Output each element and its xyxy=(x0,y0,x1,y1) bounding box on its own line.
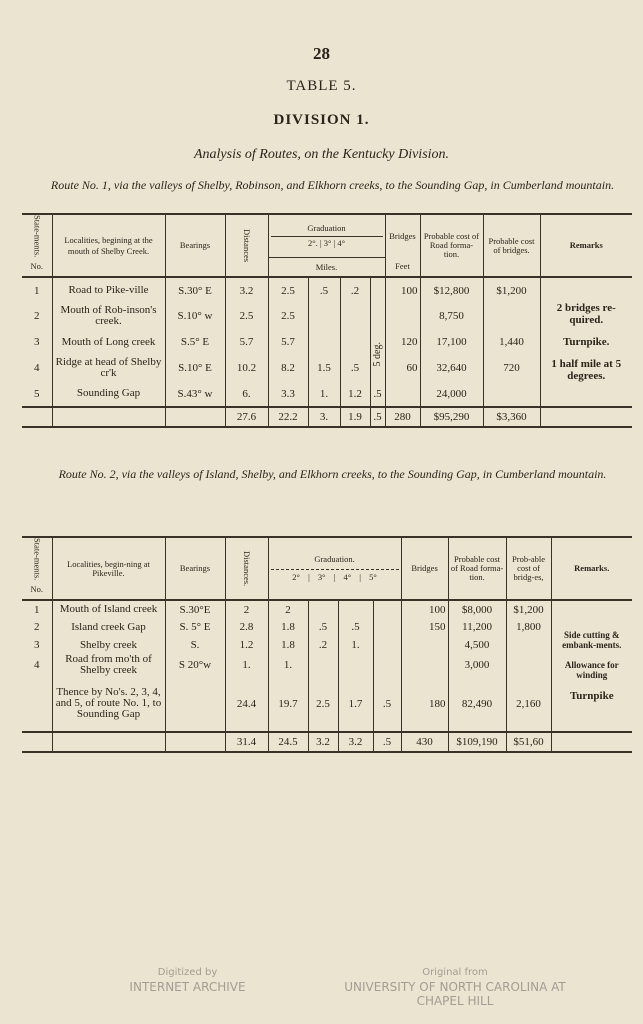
cell-g4: 1. xyxy=(338,636,373,654)
archive-name: INTERNET ARCHIVE xyxy=(129,980,246,994)
original-from: Original from xyxy=(422,967,488,978)
route1-caption: Route No. 1, via the valleys of Shelby, Robinson, and Elkhorn creeks, to the Sounding Gap, in Cumberland mountain. xyxy=(50,178,615,192)
distances-header: Distances xyxy=(225,214,268,277)
university-name: UNIVERSITY OF NORTH CAROLINA AT CHAPEL HILL xyxy=(344,980,566,1008)
remark-text: 1 half mile at 5 degrees. xyxy=(551,358,622,383)
cell-bear xyxy=(165,676,225,732)
bridge-cost-header: Probable cost of bridges. xyxy=(483,214,540,277)
table-row xyxy=(22,600,632,618)
cell-dist: 5.7 xyxy=(225,329,268,355)
grad-2-header: 2°. xyxy=(308,237,318,248)
cell-g3 xyxy=(308,600,338,618)
table-row xyxy=(22,618,632,636)
five-degree-label: 5 deg. xyxy=(372,341,383,366)
bearings-header: Bearings xyxy=(165,537,225,600)
total-bcost: $3,360 xyxy=(483,407,540,427)
cell-bear: S.10° E xyxy=(165,355,225,381)
cell-bcost: $1,200 xyxy=(506,600,551,618)
cell-g2: 2.5 xyxy=(268,303,308,329)
cell-g2: 5.7 xyxy=(268,329,308,355)
cell-no: 5 xyxy=(34,387,40,400)
cell-loc: Island creek Gap xyxy=(52,618,165,636)
route1-table: State-ments. Localities, begining at the mouth of Shelby Creek. Bearings Distances Graduation 2°. | 3° | 4° Bridges Probable cost of Road forma-tion. Probable cost of bridges. Remarks No. Miles. Feet 1 Road to Pike-ville S.30° E 3.2 2.5 .5 .2 100 $12,800 $1,200 2 bridges re-quired. Turnpike. 1 half mile at 5 degrees. 2 Mouth of Rob-inson's creek. S.10° w 2.5 2.5 8,750 3 Mouth of Long creek S.5° E 5.7 5.7 5 deg. 120 17,100 1,440 4 Ridge at head of Shelby cr'k S.10° E 10.2 8.2 1.5 .5 60 32,640 720 5 Sounding Gap S.43° w 6. 3.3 1. 1.2 .5 24,000 27.6 22.2 3. 1.9 .5 280 $95,290 $3,360 xyxy=(22,213,632,428)
total-dist: 27.6 xyxy=(225,407,268,427)
table-label: TABLE 5. xyxy=(286,78,357,94)
digitized-by: Digitized by xyxy=(157,967,218,978)
remark-text: Turnpike. xyxy=(563,336,610,349)
feet-header: Feet xyxy=(385,257,420,277)
cell-br: 180 xyxy=(401,676,448,732)
cell-road: 8,750 xyxy=(420,303,483,329)
table-row xyxy=(22,636,632,654)
route2-table: State-ments. Localities, begin-ning at Pikeville. Bearings Distances. Graduation. 2° | 3° | 4° | 5° Bridges Probable cost of Road forma-tion. Prob-able cost of bridg-es, Remarks. No. 1 Mouth of Island creek S.30°E 2 2 100 $8,000 $1,200 Side cutting & embank-ments. Allowance for winding Turnpike 2 Island creek Gap S. 5° E 2.8 1.8 .5 .5 150 11,200 1,800 3 Shelby creek S. 1.2 1.8 .2 1. 4,500 4 Road from mo'th of Shelby creek S 20°w 1. 1. 3,000 Thence by No's. 2, 3, 4, and 5, of route No. 1, to Sounding Gap 24.4 19.7 2.5 1.7 .5 180 82,490 2,160 31.4 24.5 3.2 3.2 .5 430 $109,190 $51,60 xyxy=(22,536,632,753)
remark-text: 2 bridges re-quired. xyxy=(556,302,616,327)
cell-bear: S.10° w xyxy=(165,303,225,329)
cell-no: 2 xyxy=(34,310,40,323)
cell-loc: Ridge at head of Shelby cr'k xyxy=(52,355,165,381)
total-g5: .5 xyxy=(370,407,385,427)
cell-bcost: $1,200 xyxy=(483,277,540,303)
statements-header: State-ments. xyxy=(22,214,52,257)
cell-g3: .2 xyxy=(308,636,338,654)
total-g4: 3.2 xyxy=(338,732,373,752)
cell-g3: .5 xyxy=(308,277,340,303)
no-header: No. xyxy=(30,261,43,272)
cell-no: 2 xyxy=(34,621,40,634)
cell-g4: .2 xyxy=(340,277,370,303)
cell-bear: S 20°w xyxy=(165,654,225,676)
graduation-header: Graduation xyxy=(307,222,346,233)
cell-br: 100 xyxy=(401,600,448,618)
cell-g2: 19.7 xyxy=(268,676,308,732)
cell-bear: S.43° w xyxy=(165,381,225,407)
cell-no: 1 xyxy=(34,603,40,616)
cell-br: 120 xyxy=(385,329,420,355)
cell-g2: 2 xyxy=(268,600,308,618)
distances-header: Distances. xyxy=(225,537,268,600)
statements-header: State-ments. xyxy=(22,537,52,580)
digitized-watermark xyxy=(120,966,255,994)
cell-no: 1 xyxy=(34,284,40,297)
cell-g2: 2.5 xyxy=(268,277,308,303)
cell-dist: 2.5 xyxy=(225,303,268,329)
cell-road: 32,640 xyxy=(420,355,483,381)
cell-g2: 1.8 xyxy=(268,618,308,636)
cell-g2: 1. xyxy=(268,654,308,676)
cell-loc: Mouth of Long creek xyxy=(52,329,165,355)
grad-4-header: 4° xyxy=(343,572,352,583)
bridges-header: Bridges xyxy=(385,214,420,257)
division-heading: DIVISION 1. xyxy=(273,112,370,128)
cell-bcost: 2,160 xyxy=(506,676,551,732)
cell-bcost: 1,440 xyxy=(483,329,540,355)
cell-bcost xyxy=(506,636,551,654)
cell-dist: 10.2 xyxy=(225,355,268,381)
subtitle: Analysis of Routes, on the Kentucky Division. xyxy=(193,147,450,162)
cell-dist: 1.2 xyxy=(225,636,268,654)
cell-bcost: 1,800 xyxy=(506,618,551,636)
grad-2-header: 2° xyxy=(292,572,300,583)
cell-road: $8,000 xyxy=(448,600,506,618)
grad-3-header: 3° xyxy=(317,572,326,583)
cell-dist: 1. xyxy=(225,654,268,676)
cell-g5 xyxy=(370,277,385,303)
cell-g2: 8.2 xyxy=(268,355,308,381)
cell-dist: 2 xyxy=(225,600,268,618)
cell-no: 3 xyxy=(34,639,40,652)
five-degree-cell xyxy=(370,329,385,381)
cell-loc: Thence by No's. 2, 3, 4, and 5, of route No. 1, to Sounding Gap xyxy=(52,676,165,732)
cell-road: 17,100 xyxy=(420,329,483,355)
cell-bear: S.30°E xyxy=(165,600,225,618)
localities-header: Localities, begin-ning at Pikeville. xyxy=(52,537,165,600)
cell-g4: .5 xyxy=(338,618,373,636)
cell-g3: 1.5 xyxy=(308,355,340,381)
cell-loc: Mouth of Rob-inson's creek. xyxy=(52,303,165,329)
cell-loc: Shelby creek xyxy=(52,636,165,654)
remarks-cell xyxy=(551,600,632,732)
cell-g3 xyxy=(308,303,340,329)
remark-text: Side cutting & embank-ments. xyxy=(562,630,622,651)
cell-dist: 6. xyxy=(225,381,268,407)
graduation-header: Graduation. xyxy=(314,554,355,565)
remarks-cell xyxy=(540,277,632,407)
cell-dist: 2.8 xyxy=(225,618,268,636)
total-g3: 3. xyxy=(308,407,340,427)
cell-road: 4,500 xyxy=(448,636,506,654)
grad-3-header: 3° xyxy=(323,237,332,248)
total-road: $109,190 xyxy=(448,732,506,752)
total-road: $95,290 xyxy=(420,407,483,427)
total-br: 280 xyxy=(385,407,420,427)
table-row xyxy=(22,654,632,676)
cell-g5 xyxy=(373,600,401,618)
cell-br xyxy=(385,303,420,329)
cell-g5 xyxy=(373,636,401,654)
total-g3: 3.2 xyxy=(308,732,338,752)
cell-loc: Road to Pike-ville xyxy=(52,277,165,303)
total-br: 430 xyxy=(401,732,448,752)
cell-g5 xyxy=(370,303,385,329)
cell-g4 xyxy=(338,600,373,618)
cell-g4 xyxy=(340,329,370,355)
cell-br xyxy=(385,381,420,407)
total-g2: 22.2 xyxy=(268,407,308,427)
cell-bear: S. xyxy=(165,636,225,654)
cell-br xyxy=(401,654,448,676)
total-g5: .5 xyxy=(373,732,401,752)
cell-no: 4 xyxy=(34,659,40,672)
localities-header: Localities, begining at the mouth of Shelby Creek. xyxy=(52,214,165,277)
bearings-header: Bearings xyxy=(165,214,225,277)
cell-road: 24,000 xyxy=(420,381,483,407)
cell-g5: .5 xyxy=(370,381,385,407)
route2-caption: Route No. 2, via the valleys of Island, Shelby, and Elkhorn creeks, to the Sounding Gap, in Cumberland mountain. xyxy=(58,467,607,481)
total-bcost: $51,60 xyxy=(506,732,551,752)
totals-row xyxy=(22,407,632,427)
cell-br: 100 xyxy=(385,277,420,303)
cell-g3 xyxy=(308,654,338,676)
cell-loc: Mouth of Island creek xyxy=(52,600,165,618)
total-dist: 31.4 xyxy=(225,732,268,752)
cell-dist: 3.2 xyxy=(225,277,268,303)
totals-row xyxy=(22,732,632,752)
total-g4: 1.9 xyxy=(340,407,370,427)
grad-4-header: 4° xyxy=(337,237,345,248)
cell-g4: 1.2 xyxy=(340,381,370,407)
cell-no: 3 xyxy=(34,336,40,349)
remarks-header: Remarks xyxy=(540,214,632,277)
road-cost-header: Probable cost of Road forma-tion. xyxy=(420,214,483,277)
cell-road: 11,200 xyxy=(448,618,506,636)
cell-br xyxy=(401,636,448,654)
grad-5-header: 5° xyxy=(369,572,377,583)
cell-g5 xyxy=(373,618,401,636)
cell-no: 4 xyxy=(34,362,40,375)
table-row xyxy=(22,676,632,732)
cell-g4 xyxy=(340,303,370,329)
bridge-cost-header: Prob-able cost of bridg-es, xyxy=(506,537,551,600)
cell-g4: .5 xyxy=(340,355,370,381)
cell-road: 3,000 xyxy=(448,654,506,676)
page-number: 28 xyxy=(313,44,330,63)
cell-g2: 3.3 xyxy=(268,381,308,407)
cell-road: $12,800 xyxy=(420,277,483,303)
cell-br: 60 xyxy=(385,355,420,381)
cell-no xyxy=(22,676,52,732)
cell-bcost xyxy=(506,654,551,676)
cell-bear: S.5° E xyxy=(165,329,225,355)
cell-road: 82,490 xyxy=(448,676,506,732)
cell-loc: Sounding Gap xyxy=(52,381,165,407)
cell-bcost: 720 xyxy=(483,355,540,381)
cell-dist: 24.4 xyxy=(225,676,268,732)
cell-bear: S. 5° E xyxy=(165,618,225,636)
remark-text: Allowance for winding xyxy=(564,660,619,681)
cell-g3: 2.5 xyxy=(308,676,338,732)
miles-header: Miles. xyxy=(268,257,385,277)
cell-g3 xyxy=(308,329,340,355)
road-cost-header: Probable cost of Road forma-tion. xyxy=(448,537,506,600)
cell-g4: 1.7 xyxy=(338,676,373,732)
cell-g3: .5 xyxy=(308,618,338,636)
cell-g5: .5 xyxy=(373,676,401,732)
cell-loc: Road from mo'th of Shelby creek xyxy=(52,654,165,676)
bridges-header: Bridges xyxy=(401,537,448,600)
original-watermark xyxy=(335,966,575,1008)
cell-bear: S.30° E xyxy=(165,277,225,303)
remark-text: Turnpike xyxy=(569,690,614,703)
no-header: No. xyxy=(30,584,43,595)
cell-g3: 1. xyxy=(308,381,340,407)
cell-bcost xyxy=(483,381,540,407)
cell-g4 xyxy=(338,654,373,676)
total-g2: 24.5 xyxy=(268,732,308,752)
cell-bcost xyxy=(483,303,540,329)
cell-g2: 1.8 xyxy=(268,636,308,654)
cell-br: 150 xyxy=(401,618,448,636)
remarks-header: Remarks. xyxy=(551,537,632,600)
cell-g5 xyxy=(373,654,401,676)
table-row xyxy=(22,277,632,303)
